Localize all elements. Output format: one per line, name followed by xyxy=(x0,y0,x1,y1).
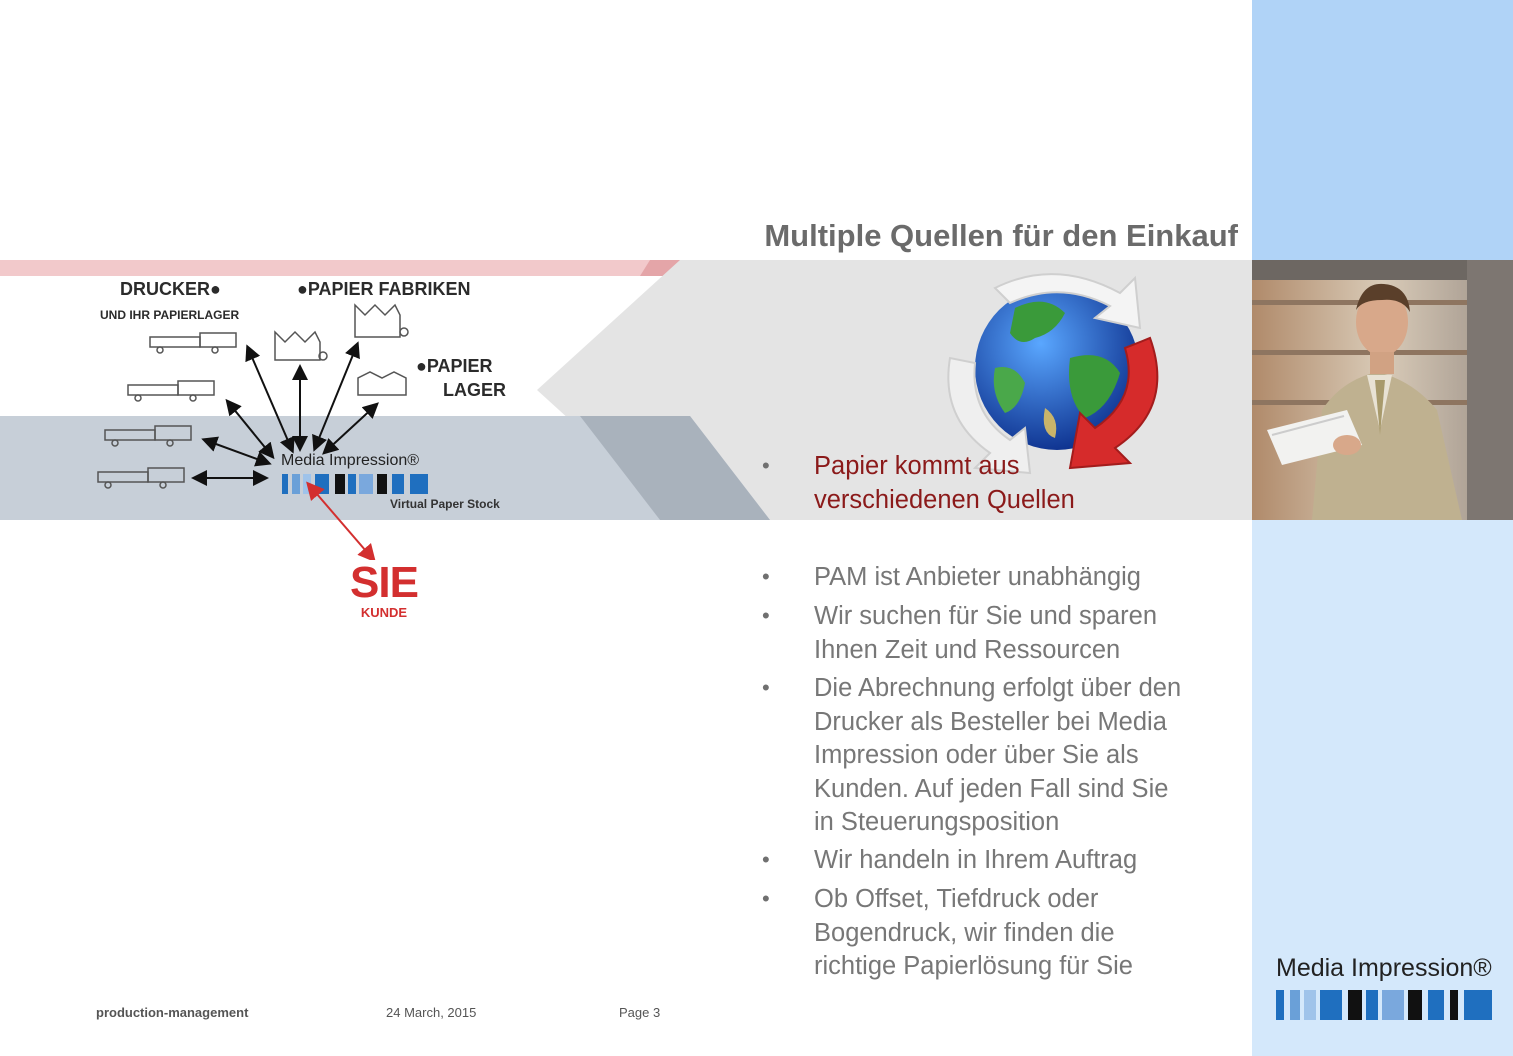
bullet-dot: • xyxy=(762,564,770,589)
bullet-text: PAM ist Anbieter unabhängig xyxy=(814,563,1141,591)
label-sie: SIE xyxy=(350,558,418,607)
truck-icon-4 xyxy=(98,468,184,488)
truck-icon-3 xyxy=(105,426,191,446)
bullet-dot: • xyxy=(762,886,770,911)
label-papier: ●PAPIER xyxy=(416,356,493,376)
footer-company: production-management xyxy=(96,1005,249,1020)
truck-icon-2 xyxy=(128,381,214,401)
bullet-dot: • xyxy=(762,453,770,478)
bullet-text: Papier kommt aus verschiedenen Quellen xyxy=(814,452,1075,514)
sidebar-top-panel xyxy=(1252,0,1513,262)
businessman-photo xyxy=(1252,260,1513,520)
label-virtual-paper-stock: Virtual Paper Stock xyxy=(390,497,500,511)
bullet-dot: • xyxy=(762,603,770,628)
virtual-stock-bars xyxy=(282,474,428,494)
label-media-impression: Media Impression® xyxy=(281,452,420,469)
footer-date: 24 March, 2015 xyxy=(386,1005,477,1020)
label-drucker: DRUCKER● xyxy=(120,279,221,299)
slide-title: Multiple Quellen für den Einkauf xyxy=(764,218,1238,253)
truck-icon-1 xyxy=(150,333,236,353)
bullet-dot: • xyxy=(762,675,770,700)
label-papier-fabriken: ●PAPIER FABRIKEN xyxy=(297,279,471,299)
footer-page-number: Page 3 xyxy=(619,1005,661,1020)
factory-icon-2 xyxy=(355,305,408,337)
label-kunde: KUNDE xyxy=(360,605,408,620)
label-lager: LAGER xyxy=(443,380,506,400)
logo-bars-icon xyxy=(1276,990,1494,1022)
factory-icon-1 xyxy=(275,332,327,360)
bullet-text: Die Abrechnung erfolgt über den Drucker als Besteller bei Media Impression oder über Sie als Kunden. Auf jeden Fall sind Sie in Steuerungsposition xyxy=(814,674,1182,836)
label-drucker-sub: UND IHR PAPIERLAGER xyxy=(100,308,240,322)
bullet-text: Wir handeln in Ihrem Auftrag xyxy=(814,846,1138,874)
warehouse-icon xyxy=(358,372,406,395)
logo-text: Media Impression® xyxy=(1276,954,1492,982)
bullet-dot: • xyxy=(762,847,770,872)
supply-diagram xyxy=(0,260,560,560)
bullet-text: Ob Offset, Tiefdruck oder Bogendruck, wir finden die richtige Papierlösung für Sie xyxy=(814,885,1133,980)
bullet-text: Wir suchen für Sie und sparen Ihnen Zeit und Ressourcen xyxy=(814,602,1158,664)
